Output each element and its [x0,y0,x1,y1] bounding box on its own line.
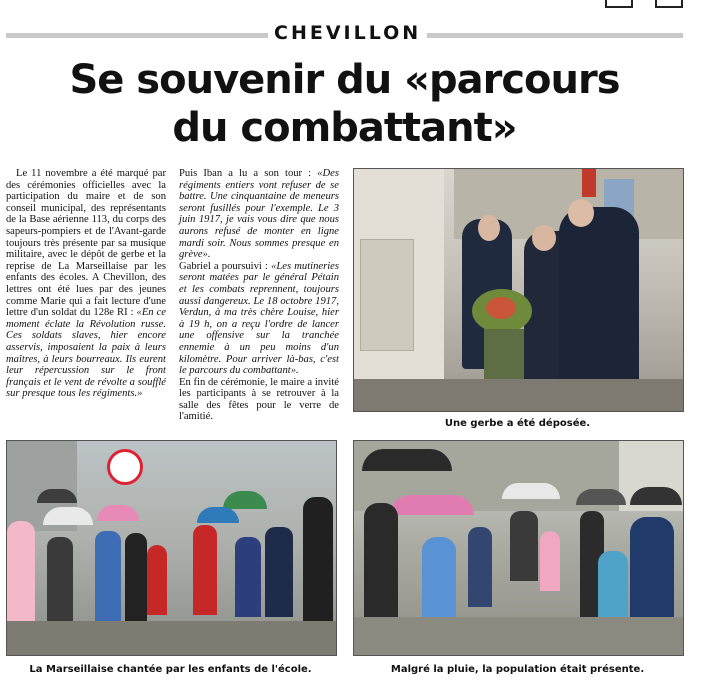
headline-line-2: du combattant» [172,105,517,151]
quote-text: «Les mutineries seront matées par le général Pétain et les combats reprennent, toujours aussi dangereux. Le 18 octobre 1917, Verdun, à ma très chère Louise, hier à 19 h, on a reçu l'ordre de lancer une offensive sur la tranchée ennemie à un peu moins d'un kilomètre. Pour arriver là-bas, c'est le parcours du combattant». [179,260,339,377]
quote-text: «Des régiments entiers vont refuser de se battre. Une cinquantaine de meneurs seront fusillés pour l'exemple. Le 3 juin 1917, je vais vous dire que nous aurons refusé de monter en ligne mardi soir. Nous sommes presque en grève». [179,168,339,261]
menu-icon[interactable] [655,0,683,8]
paragraph-text: Puis Iban a lu a son tour : [179,168,312,179]
photo-caption: Malgré la pluie, la population était présente. [390,664,645,675]
section-kicker: CHEVILLON [268,22,427,44]
photo-caption: Une gerbe a été déposée. [444,418,591,429]
paragraph [179,168,339,423]
paragraph-text: Gabriel a poursuivi : [179,260,268,272]
page-icon[interactable] [605,0,633,8]
paragraph-text: En fin de cérémonie, le maire a invité les participants à se retrouver à la salle des fêtes pour le verre de l'amitié. [179,376,339,423]
photo-children-singing [6,440,337,656]
article-column-2 [179,168,339,423]
paragraph [6,168,166,400]
article-column-1 [6,168,166,400]
photo-caption: La Marseillaise chantée par les enfants de l'école. [29,664,312,675]
photo-crowd-rain [353,440,684,656]
quote-text: «En ce moment éclate la Révolution russe. Ces soldats slaves, hier encore asservis, imposaient la paix à leurs maîtres, à leurs bourreaux. Ils eurent leur répercussion sur le front français et le vent de révolte a soufflé sur presque tous les régiments.» [6,307,166,400]
headline [6,56,683,152]
headline-line-1: Se souvenir du «parcours [69,57,620,103]
photo-wreath-ceremony [353,168,684,412]
paragraph-text: Le 11 novembre a été marqué par des cérémonies officielles avec la participation du maire et de son conseil municipal, des représentants de la Base aérienne 113, du corps des sapeurs-pompiers et de l'Avant-garde toujours très présente par sa musique militaire, avec le dépôt de gerbe et la reprise de La Marseillaise par les enfants des écoles. A Chevillon, des lettres ont été lues par des jeunes comme Marie qui a fait lecture d'une lettre d'un soldat du 128e RI : [6,168,166,319]
